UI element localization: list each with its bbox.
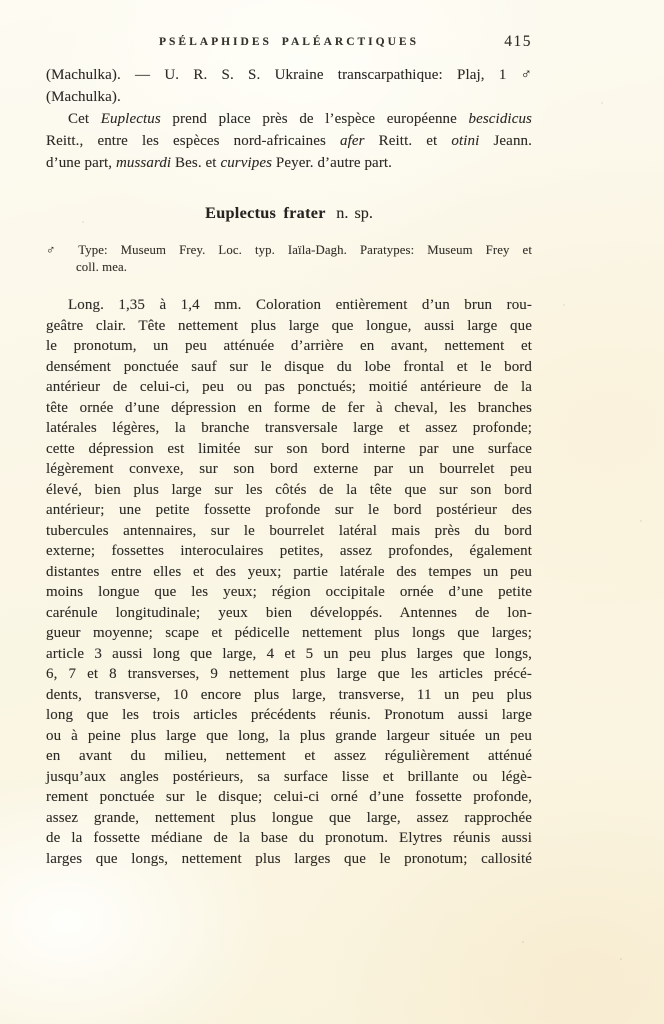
- text-line: geâtre clair. Tête nettement plus large que longue, aussi large que: [46, 317, 532, 334]
- text-line: de la fossette médiane de la base du pronotum. Elytres réunis aussi: [46, 830, 532, 846]
- text-line: antérieur; une petite fossette profonde sur le bord postérieur des: [46, 502, 532, 518]
- text-line: moins longue que les yeux; région occipitale ornée d’une petite: [46, 584, 532, 600]
- page-number: 415: [504, 33, 532, 50]
- text-line: long que les trois articles précédents réunis. Pronotum aussi large: [46, 707, 532, 723]
- paragraph-comparison: [46, 108, 532, 174]
- text-line: élevé, bien plus large sur les côtés de la tête que sur son bord: [46, 481, 532, 498]
- text-line: externe; fossettes interoculaires petites, assez profondes, également: [46, 543, 532, 559]
- running-header: [46, 33, 532, 54]
- text-line: article 3 aussi long que large, 4 et 5 un peu plus larges que longs,: [46, 645, 532, 662]
- text-line: ou à peine plus large que long, la plus grande largeur située un peu: [46, 727, 532, 744]
- paragraph-description: [46, 295, 532, 869]
- text-line: densément ponctuée sauf sur le disque du lobe frontal et le bord: [46, 358, 532, 375]
- text-line: le pronotum, un peu atténuée d’arrière en avant, nettement et: [46, 338, 532, 354]
- species-rank: n. sp.: [336, 204, 373, 222]
- text-column: [46, 33, 532, 869]
- text-line: rement ponctuée sur le disque; celui-ci orné d’une fossette profonde,: [46, 789, 532, 805]
- type-note: [46, 242, 532, 275]
- text-line: légèrement convexe, sur son bord externe par un bourrelet peu: [46, 461, 532, 477]
- text-line: latérales légères, la branche transversale large et assez profonde;: [46, 420, 532, 436]
- text-line: cette dépression est limitée sur son bord interne par une surface: [46, 440, 532, 457]
- text-line: (Machulka). — U. R. S. S. Ukraine transcarpathique: Plaj, 1 ♂: [46, 67, 532, 83]
- species-name: Euplectus frater: [205, 204, 326, 222]
- text-line: en avant du milieu, nettement et assez régulièrement atténué: [46, 748, 532, 764]
- text-line: tête ornée d’une dépression en forme de fer à cheval, les branches: [46, 399, 532, 416]
- text-line: Long. 1,35 à 1,4 mm. Coloration entièrement d’un brun rou-: [68, 297, 532, 313]
- text-line: distantes entre elles et des yeux; partie latérale des tempes un peu: [46, 563, 532, 580]
- text-line: larges que longs, nettement plus larges que le pronotum; callosité: [46, 850, 532, 867]
- text-line: ♂ Type: Museum Frey. Loc. typ. Iaïla-Dagh. Paratypes: Museum Frey et: [46, 243, 532, 257]
- text-line: gueur moyenne; scape et pédicelle nettement plus longs que larges;: [46, 625, 532, 641]
- text-line: Cet Euplectus prend place près de l’espèce européenne bescidicus: [68, 111, 532, 127]
- text-line: carénule longitudinale; yeux bien développés. Antennes de lon-: [46, 604, 532, 621]
- text-line: 6, 7 et 8 transverses, 9 nettement plus large que les articles précé-: [46, 666, 532, 682]
- text-line: jusqu’aux angles postérieurs, sa surface lisse et brillante ou légè-: [46, 768, 532, 785]
- text-line: dents, transverse, 10 encore plus large, transverse, 11 un peu plus: [46, 686, 532, 703]
- text-line: coll. mea.: [76, 259, 128, 274]
- text-line: assez grande, nettement plus longue que large, assez rapprochée: [46, 809, 532, 826]
- text-line: tubercules antennaires, sur le bourrelet latéral mais près du bord: [46, 522, 532, 539]
- species-heading: [46, 202, 532, 224]
- running-header-title: PSÉLAPHIDES PALÉARCTIQUES: [159, 36, 419, 48]
- text-line: Reitt., entre les espèces nord-africaines afer Reitt. et otini Jeann.: [46, 133, 532, 149]
- text-line: (Machulka).: [46, 89, 121, 105]
- text-line: antérieur de celui-ci, peu ou pas ponctués; moitié antérieure de la: [46, 379, 532, 395]
- text-line: d’une part, mussardi Bes. et curvipes Peyer. d’autre part.: [46, 155, 393, 171]
- paragraph-locality: [46, 64, 532, 108]
